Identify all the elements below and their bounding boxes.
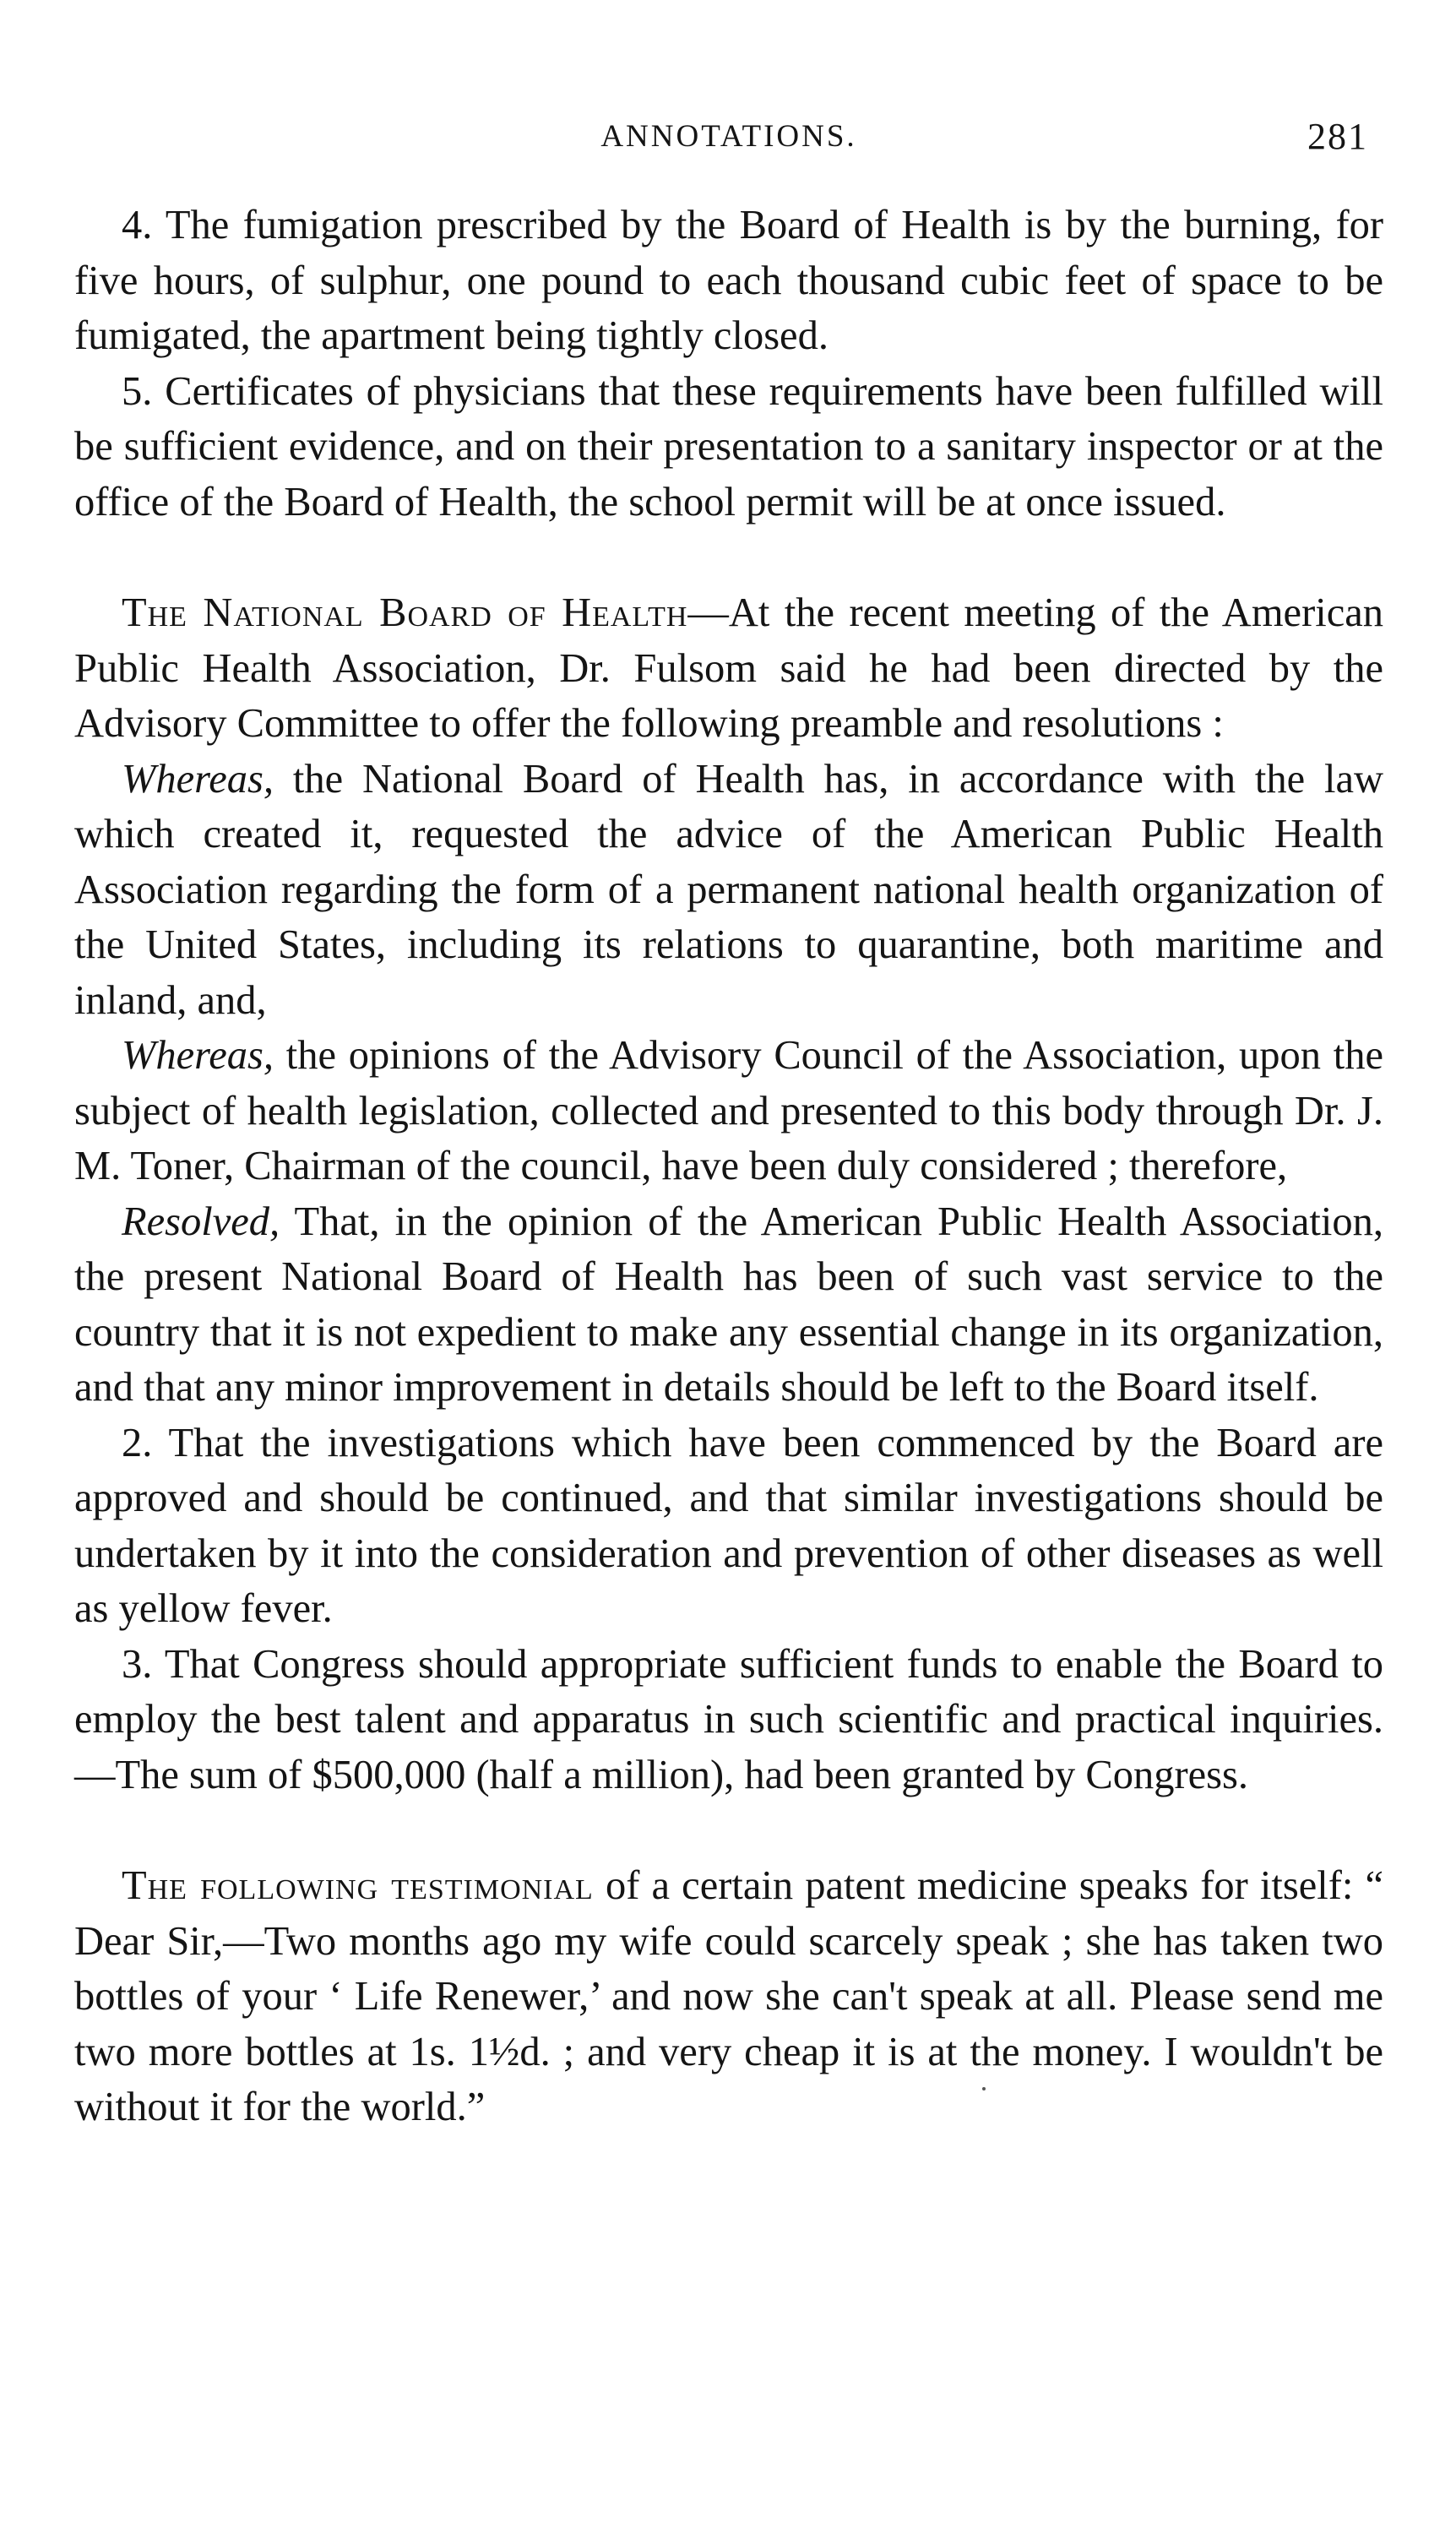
page-number: 281	[1307, 116, 1368, 157]
running-head	[74, 118, 1383, 169]
book-page	[74, 118, 1383, 2135]
resolved-text: That, in the opinion of the American Public Health Association, the present National Board of Health has been of such vast service to the country that it is not expedient to make any essential change in its organization, and that any minor improvement in details should be left to the Board itself.	[74, 1199, 1383, 1410]
testimonial-paragraph	[74, 1858, 1383, 2135]
resolved-paragraph	[74, 1194, 1383, 1416]
whereas-paragraph-2	[74, 1028, 1383, 1194]
whereas-text-2: the opinions of the Advisory Council of the Association, upon the subject of health legislation, collected and presented to this body through Dr. J. M. Toner, Chairman of the council, have been duly considered ; therefore,	[74, 1033, 1383, 1188]
national-board-text: —At the recent meeting of the American Public Health Association, Dr. Fulsom said he had been directed by the Advisory Committee to offer the following preamble and resolutions :	[74, 590, 1383, 746]
paragraph-item-4: 4. The fumigation prescribed by the Board of Health is by the burning, for five hours, of sulphur, one pound to each thousand cubic feet of space to be fumigated, the apartment being tightly closed.	[74, 203, 1383, 358]
paragraph-item-5: 5. Certificates of physicians that these requirements have been fulfilled will be sufficient evidence, and on their presentation to a sanitary inspector or at the office of the Board of Health, the school permit will be at once issued.	[74, 368, 1383, 525]
running-title: ANNOTATIONS.	[600, 119, 857, 154]
whereas-text-1: the National Board of Health has, in accordance with the law which created it, requested the advice of the American Public Health Association regarding the form of a permanent national health organization of the United States, including its relations to quarantine, both maritime and inland, and,	[74, 756, 1383, 1023]
testimonial-text: of a certain patent medicine speaks for itself: “ Dear Sir,—Two months ago my wife could scarcely speak ; she has taken two bottles of your ‘ Life Renewer,’ and now she can't speak at all. Please send me two more bottles at 1s. 1½d. ; and very cheap it is at the money. I wouldn't be without it for the world.”	[74, 1863, 1384, 2129]
whereas-paragraph-1	[74, 752, 1383, 1029]
whereas-lead-1: Whereas,	[122, 756, 274, 802]
resolution-2: 2. That the investigations which have been commenced by the Board are approved and should be continued, and that similar investigations should be undertaken by it into the consideration and prevention of other diseases as well as yellow fever.	[74, 1420, 1383, 1631]
whereas-lead-2: Whereas,	[122, 1033, 274, 1078]
national-board-heading: The National Board of Health	[122, 590, 688, 635]
resolved-lead: Resolved,	[122, 1199, 280, 1244]
resolution-3: 3. That Congress should appropriate sufficient funds to enable the Board to employ the best talent and apparatus in such scientific and practical inquiries.—The sum of $500,000 (half a million), had been granted by Congress.	[74, 1641, 1383, 1797]
print-speck	[982, 2087, 986, 2090]
testimonial-heading: The following testimonial	[122, 1863, 594, 1908]
body-text	[74, 198, 1383, 2135]
national-board-paragraph	[74, 585, 1383, 752]
